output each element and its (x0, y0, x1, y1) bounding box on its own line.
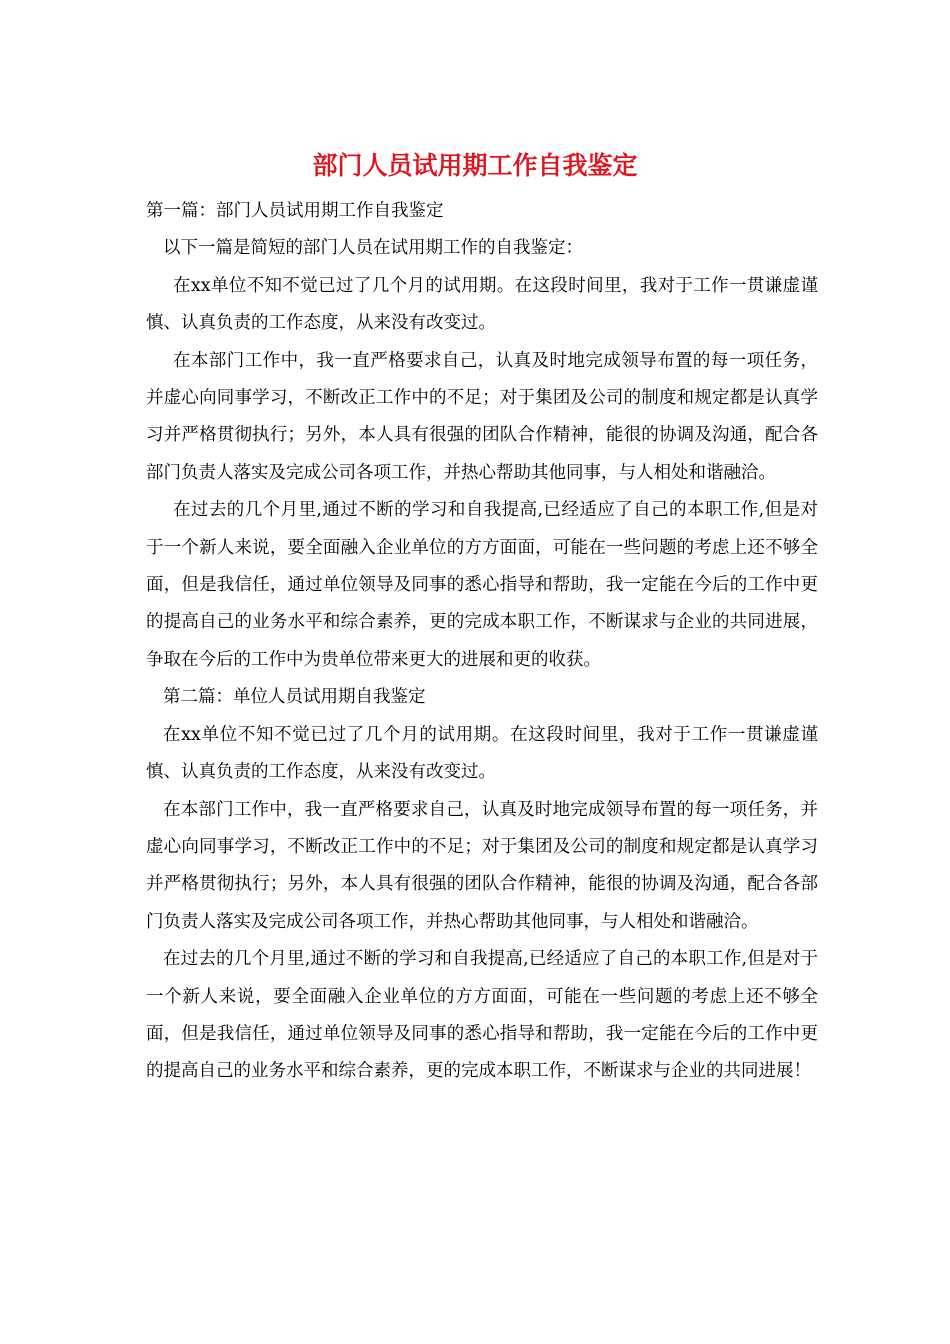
paragraph: 在本部门工作中，我一直严格要求自己，认真及时地完成领导布置的每一项任务，并虚心向同事学习，不断改正工作中的不足；对于集团及公司的制度和规定都是认真学习并严格贯彻执行；另外，本人具有很强的团队合作精神，能很的协调及沟通，配合各部门负责人落实及完成公司各项工作，并热心帮助其他同事，与人相处和谐融洽。 (146, 350, 818, 483)
paragraph: 在本部门工作中，我一直严格要求自己，认真及时地完成领导布置的每一项任务，并虚心向同事学习，不断改正工作中的不足；对于集团及公司的制度和规定都是认真学习并严格贯彻执行；另外，本人具有很强的团队合作精神，能很的协调及沟通，配合各部门负责人落实及完成公司各项工作，并热心帮助其他同事，与人相处和谐融洽。 (146, 799, 818, 932)
section-heading-1: 第一篇：部门人员试用期工作自我鉴定 (146, 201, 444, 221)
paragraph: 在过去的几个月里,通过不断的学习和自我提高,已经适应了自己的本职工作,但是对于一个新人来说，要全面融入企业单位的方方面面，可能在一些问题的考虑上还不够全面，但是我信任，通过单位领导及同事的悉心指导和帮助，我一定能在今后的工作中更的提高自己的业务水平和综合素养，更的完成本职工作，不断谋求与企业的共同进展！ (146, 949, 818, 1082)
paragraph: 在xx单位不知不觉已过了几个月的试用期。在这段时间里，我对于工作一贯谦虚谨慎、认真负责的工作态度，从来没有改变过。 (146, 275, 818, 334)
paragraph: 在xx单位不知不觉已过了几个月的试用期。在这段时间里，我对于工作一贯谦虚谨慎、认真负责的工作态度，从来没有改变过。 (146, 724, 818, 783)
document-title: 部门人员试用期工作自我鉴定 (312, 151, 638, 180)
paragraph: 在过去的几个月里,通过不断的学习和自我提高,已经适应了自己的本职工作,但是对于一个新人来说，要全面融入企业单位的方方面面，可能在一些问题的考虑上还不够全面，但是我信任，通过单位领导及同事的悉心指导和帮助，我一定能在今后的工作中更的提高自己的业务水平和综合素养，更的完成本职工作，不断谋求与企业的共同进展，争取在今后的工作中为贵单位带来更大的进展和更的收获。 (146, 500, 818, 670)
paragraph-intro: 以下一篇是简短的部门人员在试用期工作的自我鉴定： (163, 238, 583, 259)
document-body (146, 193, 818, 1091)
section-heading-2: 第二篇：单位人员试用期自我鉴定 (163, 687, 426, 708)
